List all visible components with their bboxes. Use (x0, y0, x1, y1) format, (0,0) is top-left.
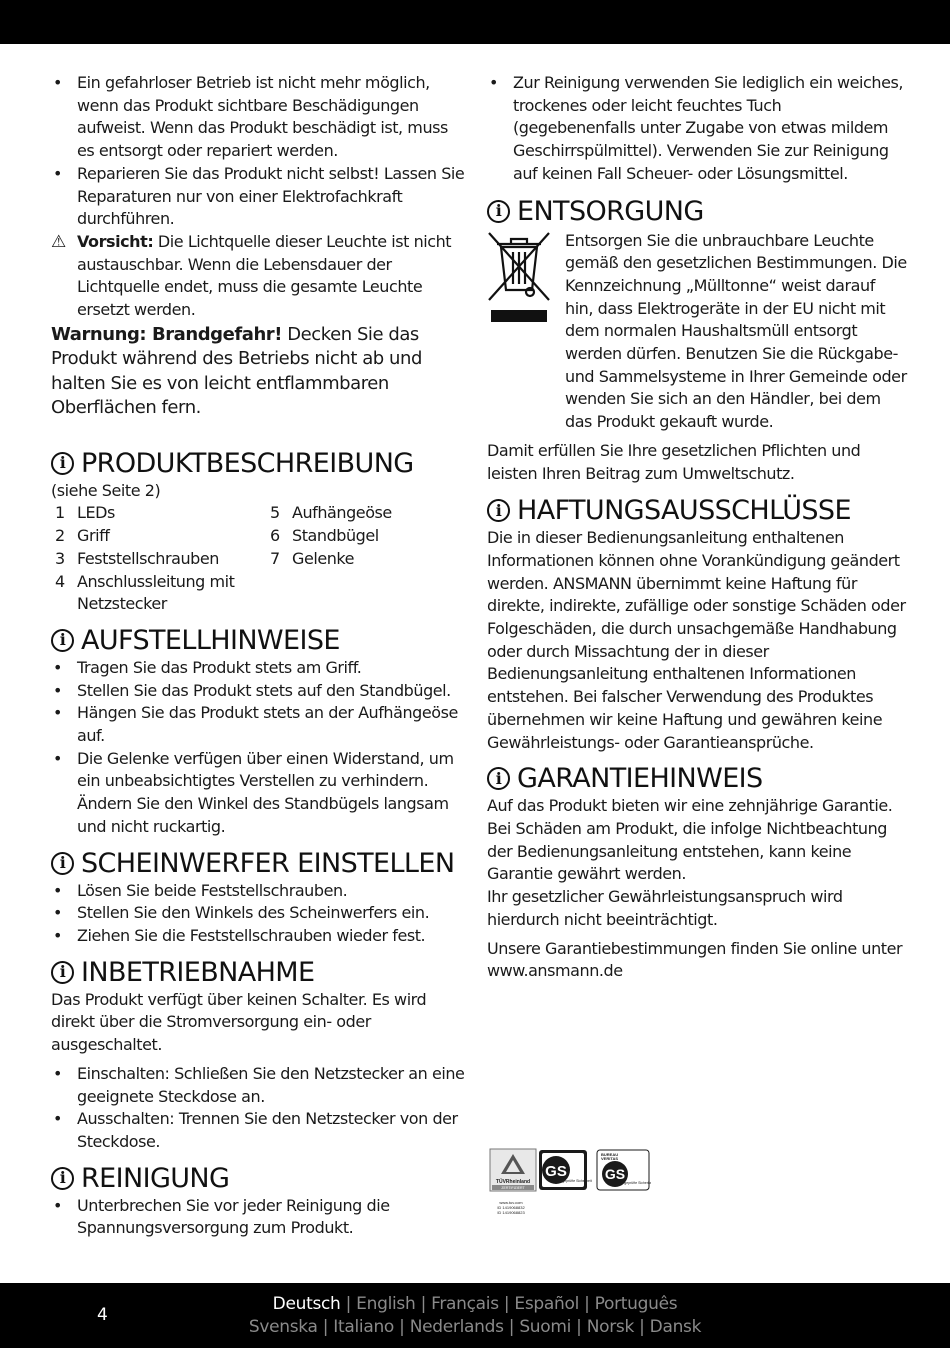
right-column (487, 72, 907, 983)
part-label: Anschlussleitung mit Netzstecker (77, 571, 235, 614)
section-title-text: SCHEINWERFER EINSTELLEN (81, 847, 455, 879)
part-number: 4 (55, 571, 65, 591)
language-link-svenska[interactable]: Svenska (248, 1316, 318, 1337)
language-separator: | (394, 1316, 410, 1337)
section-title-inbetriebnahme (51, 956, 466, 989)
info-icon: i (487, 767, 510, 790)
list-item: • Unterbrechen Sie vor jeder Reinigung die Spannungsversorgung zum Produkt. (51, 1195, 466, 1240)
language-separator: | (634, 1316, 650, 1337)
warning-triangle-icon: ⚠ (51, 231, 66, 252)
language-separator: | (415, 1294, 432, 1314)
list-item: • Ein gefahrloser Betrieb ist nicht mehr möglich, wenn das Produkt sichtbare Beschädigungen aufweist. Wenn das Produkt beschädigt ist, muss es entsorgt oder repariert werden. (51, 72, 466, 163)
language-selector (0, 1293, 950, 1338)
section-title-text: HAFTUNGSAUSSCHLÜSSE (517, 495, 851, 527)
part-number: 1 (55, 503, 65, 523)
svg-text:GS: GS (545, 1163, 567, 1180)
entsorgung-block (487, 230, 907, 434)
list-item: • Reparieren Sie das Produkt nicht selbst! Lassen Sie Reparaturen nur von einer Elektrofachkraft durchführen. (51, 163, 466, 231)
part-label: Aufhängeöse (292, 503, 392, 523)
language-separator: | (503, 1316, 520, 1337)
list-item: • Ziehen Sie die Feststellschrauben wieder fest. (51, 925, 466, 948)
fire-warning-label: Warnung: Brandgefahr! (51, 323, 282, 345)
language-separator: | (317, 1316, 334, 1337)
list-item: • Stellen Sie den Winkels des Scheinwerfers ein. (51, 902, 466, 925)
language-separator: | (498, 1294, 515, 1314)
list-item: • Ausschalten: Trennen Sie den Netzstecker von der Steckdose. (51, 1108, 466, 1153)
info-icon: i (51, 452, 74, 475)
section-title-text: AUFSTELLHINWEISE (81, 624, 340, 656)
language-separator: | (579, 1294, 595, 1314)
part-number: 3 (55, 548, 65, 568)
info-icon: i (487, 200, 510, 223)
scheinwerfer-list (51, 880, 466, 948)
svg-text:geprüfte Sicherheit: geprüfte Sicherheit (624, 1181, 651, 1185)
svg-text:BUREAU: BUREAU (601, 1152, 619, 1157)
reinigung-continued-list (487, 72, 907, 186)
safety-list (51, 72, 466, 322)
section-title-text: GARANTIEHINWEIS (517, 763, 763, 795)
part-item (266, 502, 466, 525)
svg-text:geprüfte Sicherheit: geprüfte Sicherheit (562, 1179, 592, 1183)
page-number: 4 (97, 1305, 108, 1325)
svg-text:GS: GS (604, 1166, 626, 1182)
language-link-norsk[interactable]: Norsk (586, 1316, 635, 1337)
section-title-text: PRODUKTBESCHREIBUNG (81, 447, 414, 479)
part-item (266, 548, 466, 571)
part-label: LEDs (77, 503, 115, 523)
bureau-veritas-gs-logo (597, 1150, 651, 1190)
top-bar (0, 0, 950, 44)
section-title-text: ENTSORGUNG (517, 195, 704, 227)
part-item (51, 548, 266, 571)
section-title-garantie (487, 762, 907, 795)
entsorgung-after-text: Damit erfüllen Sie Ihre gesetzlichen Pflichten und leisten Ihren Beitrag zum Umweltschutz. (487, 440, 861, 483)
language-link-english[interactable]: English (356, 1294, 416, 1314)
certification-logos (489, 1148, 651, 1216)
part-number: 7 (270, 548, 280, 568)
info-icon: i (51, 961, 74, 984)
language-separator: | (340, 1294, 357, 1314)
language-link-italiano[interactable]: Italiano (333, 1316, 395, 1337)
gs-mark-logo (539, 1150, 592, 1190)
entsorgung-text: Entsorgen Sie die unbrauchbare Leuchte gemäß den gesetzlichen Bestimmungen. Die Kennzeichnung „Mülltonne“ weist darauf hin, dass Elektrogeräte in der EU nicht mit dem normalen Haushaltsmüll entsorgt werden dürfen. Benutzen Sie die Rückgabe- und Sammelsysteme in Ihrer Gemeinde oder wenden Sie sich an den Händler, bei dem das Produkt gekauft wurde. (565, 230, 907, 432)
svg-text:TÜVRheinland: TÜVRheinland (495, 1179, 531, 1185)
caution-item (51, 231, 466, 322)
info-icon: i (51, 629, 74, 652)
part-label: Feststellschrauben (77, 548, 219, 568)
left-column (51, 72, 466, 1240)
list-item: • Lösen Sie beide Feststellschrauben. (51, 880, 466, 903)
svg-text:ID 1419068823: ID 1419068823 (497, 1210, 525, 1215)
footer (0, 1283, 950, 1348)
language-link-portugues[interactable]: Português (594, 1294, 678, 1314)
caution-text: Die Lichtquelle dieser Leuchte ist nicht austauschbar. Wenn die Lebensdauer der Lichtquelle endet, muss die gesamte Leuchte ersetzt werden. (77, 231, 452, 320)
reinigung-list (51, 1195, 466, 1240)
svg-text:ZERTIFIZIERT: ZERTIFIZIERT (501, 1186, 525, 1190)
section-title-scheinwerfer (51, 847, 466, 880)
tuv-logo (490, 1149, 536, 1215)
caution-label: Vorsicht: (77, 231, 154, 251)
language-link-deutsch[interactable]: Deutsch (272, 1294, 341, 1314)
language-link-suomi[interactable]: Suomi (519, 1316, 572, 1337)
garantie-text-2: Ihr gesetzlicher Gewährleistungsanspruch wird hierdurch nicht beeinträchtigt. (487, 887, 843, 929)
crossed-bin-icon (487, 230, 565, 434)
info-icon: i (51, 852, 74, 875)
list-item: • Einschalten: Schließen Sie den Netzstecker an eine geeignete Steckdose an. (51, 1063, 466, 1108)
language-row-2 (0, 1316, 950, 1339)
section-title-haftung (487, 494, 907, 527)
haftung-text: Die in dieser Bedienungsanleitung enthaltenen Informationen können ohne Vorankündigung geändert werden. ANSMANN übernimmt keine Haftung für direkte, indirekte, zufällige oder sonstige Schäden oder Folgeschäden, die durch unsachgemäße Handhabung oder durch Missachtung der in dieser Bedienungsanleitung enthaltenen Informationen entstehen. Bei falscher Verwendung des Produktes übernehmen wir keine Haftung und gewähren keine Gewährleistungs- oder Garantieansprüche. (487, 528, 906, 752)
section-title-aufstellhinweise (51, 624, 466, 657)
language-link-nederlands[interactable]: Nederlands (409, 1316, 504, 1337)
parts-column-2 (266, 502, 466, 616)
parts-column-1 (51, 502, 266, 616)
part-item (266, 525, 466, 548)
language-link-dansk[interactable]: Dansk (649, 1316, 702, 1337)
list-item: • Zur Reinigung verwenden Sie lediglich ein weiches, trockenes oder leicht feuchtes Tuch (gegebenenfalls unter Zugabe von etwas mildem Geschirrspülmittel). Verwenden Sie zur Reinigung auf keinen Fall Scheuer- oder Lösungsmittel. (487, 72, 907, 186)
list-item: • Hängen Sie das Produkt stets an der Aufhängeöse auf. (51, 702, 466, 747)
fire-warning (51, 323, 466, 421)
language-separator: | (571, 1316, 587, 1337)
garantie-text-1: Auf das Produkt bieten wir eine zehnjährige Garantie. Bei Schäden am Produkt, die infolge Nichtbeachtung der Bedienungsanleitung entstehen, kann keine Garantie gewährt werden. (487, 796, 893, 884)
part-item (51, 525, 266, 548)
fire-warning-text: Decken Sie das Produkt während des Betriebs nicht ab und halten Sie es von leicht entflammbaren Oberflächen fern. (51, 323, 422, 419)
section-title-entsorgung (487, 195, 907, 228)
language-link-espanol[interactable]: Español (514, 1294, 580, 1314)
aufstell-list (51, 657, 466, 839)
inbetrieb-text: Das Produkt verfügt über keinen Schalter. Es wird direkt über die Stromversorgung ein- oder ausgeschaltet. (51, 989, 427, 1055)
part-item (51, 571, 266, 616)
language-link-francais[interactable]: Français (431, 1294, 499, 1314)
section-title-produktbeschreibung (51, 447, 466, 480)
part-label: Griff (77, 526, 110, 546)
inbetrieb-list (51, 1063, 466, 1154)
section-title-text: INBETRIEBNAHME (81, 956, 315, 988)
parts-list (51, 502, 466, 616)
part-number: 2 (55, 526, 65, 546)
garantie-text-3: Unsere Garantiebestimmungen finden Sie online unter www.ansmann.de (487, 938, 903, 981)
svg-text:www.tuv.com: www.tuv.com (499, 1200, 523, 1205)
part-number: 5 (270, 503, 280, 523)
svg-text:VERITAS: VERITAS (601, 1156, 619, 1161)
part-label: Standbügel (292, 526, 379, 546)
part-item (51, 502, 266, 525)
list-item: • Die Gelenke verfügen über einen Widerstand, um ein unbeabsichtigtes Verstellen zu verhindern. Ändern Sie den Winkel des Standbügels langsam und nicht ruckartig. (51, 748, 466, 839)
section-title-text: REINIGUNG (81, 1162, 230, 1194)
info-icon: i (487, 499, 510, 522)
list-item: • Tragen Sie das Produkt stets am Griff. (51, 657, 466, 680)
info-icon: i (51, 1167, 74, 1190)
part-number: 6 (270, 526, 280, 546)
section-subtitle: (siehe Seite 2) (51, 480, 161, 500)
language-row-1 (0, 1293, 950, 1316)
part-label: Gelenke (292, 548, 355, 568)
list-item: • Stellen Sie das Produkt stets auf den Standbügel. (51, 680, 466, 703)
section-title-reinigung (51, 1162, 466, 1195)
svg-text:ID 1419068832: ID 1419068832 (497, 1205, 525, 1210)
